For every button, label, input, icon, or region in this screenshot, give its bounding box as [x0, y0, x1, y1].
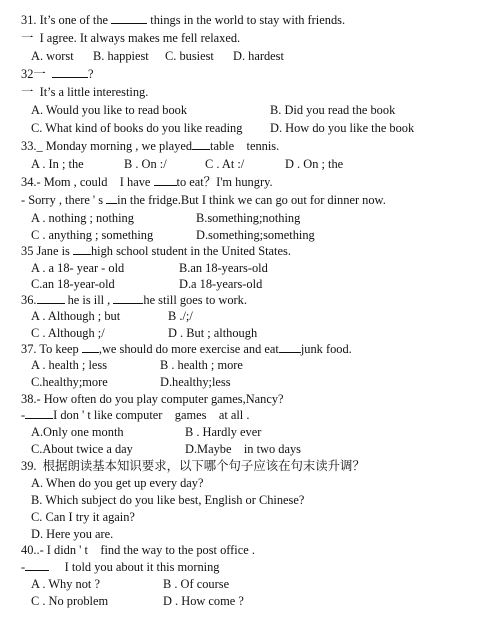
- q38-option-d[interactable]: D.Maybe in two days: [185, 442, 301, 456]
- q33-option-d[interactable]: D . On ; the: [285, 157, 344, 171]
- q37-option-c[interactable]: C.healthy;more: [31, 375, 108, 389]
- q33-option-c[interactable]: C . At :/: [205, 157, 245, 171]
- q38-option-a[interactable]: A.Only one month: [31, 425, 124, 439]
- q38-answer-blank[interactable]: [25, 407, 53, 419]
- q35-option-b[interactable]: B.an 18-years-old: [179, 261, 268, 275]
- q36-stem: [21, 292, 247, 308]
- q35-stem-start: 35 Jane is: [21, 244, 73, 258]
- q32-stem-start: 32一: [21, 67, 52, 81]
- q36-option-d[interactable]: D . But ; although: [168, 326, 258, 340]
- q34-option-c[interactable]: C . anything ; something: [31, 228, 154, 242]
- q37-stem-end: junk food.: [300, 342, 352, 356]
- q40-dialog-end: I told you about it this morning: [49, 560, 220, 574]
- q39-option-b[interactable]: B. Which subject do you like best, English or Chinese?: [31, 493, 305, 507]
- q36-stem-end: he still goes to work.: [143, 293, 247, 307]
- q40-dialog-start: -: [21, 560, 26, 574]
- q35-answer-blank[interactable]: [73, 243, 91, 255]
- q37-option-a[interactable]: A . health ; less: [31, 358, 108, 372]
- q37-answer-blank-1[interactable]: [82, 341, 99, 353]
- q32-answer-blank[interactable]: [52, 66, 88, 78]
- q38-stem: 38.- How often do you play computer games,Nancy?: [21, 392, 284, 406]
- q36-option-a[interactable]: A . Although ; but: [31, 309, 121, 323]
- q32-option-c[interactable]: C. What kind of books do you like reading: [31, 121, 243, 135]
- q31-option-c[interactable]: C. busiest: [165, 49, 214, 63]
- q31-dialog: 一 I agree. It always makes me fell relaxed.: [21, 31, 241, 45]
- q34-dialog-start: - Sorry , there ' s: [21, 193, 107, 207]
- q35-option-a[interactable]: A . a 18- year - old: [31, 261, 125, 275]
- q34-stem: [21, 174, 273, 190]
- q37-stem: [21, 341, 352, 357]
- q39-option-d[interactable]: D. Here you are.: [31, 527, 114, 541]
- q37-stem-start: 37. To keep: [21, 342, 82, 356]
- q36-answer-blank-2[interactable]: [113, 292, 143, 304]
- q33-stem-end: table tennis.: [210, 139, 280, 153]
- q35-stem-end: high school student in the United States.: [90, 244, 291, 258]
- q40-dialog: [21, 559, 220, 575]
- q34-dialog: [21, 192, 386, 208]
- q40-option-c[interactable]: C . No problem: [31, 594, 109, 608]
- q38-option-c[interactable]: C.About twice a day: [31, 442, 133, 456]
- q34-option-b[interactable]: B.something;nothing: [196, 211, 301, 225]
- q34-option-a[interactable]: A . nothing ; nothing: [31, 211, 134, 225]
- q31-option-d[interactable]: D. hardest: [233, 49, 284, 63]
- q34-option-d[interactable]: D.something;something: [196, 228, 315, 242]
- q32-option-b[interactable]: B. Did you read the book: [270, 103, 396, 117]
- q36-option-c[interactable]: C . Although ;/: [31, 326, 105, 340]
- q31-answer-blank[interactable]: [111, 12, 147, 24]
- q31-stem: [21, 12, 345, 28]
- q38-dialog-end: I don ' t like computer games at all .: [53, 408, 250, 422]
- q34-stem-start: 34.- Mom , could I have: [21, 175, 154, 189]
- q38-dialog-start: -: [21, 408, 26, 422]
- q37-option-d[interactable]: D.healthy;less: [160, 375, 231, 389]
- q39-stem: 39. 根据朗读基本知识要求，以下哪个句子应该在句末读升调？: [21, 459, 365, 473]
- q37-answer-blank-2[interactable]: [279, 341, 301, 353]
- q40-stem: 40..- I didn ' t find the way to the post office .: [21, 543, 255, 557]
- q36-stem-start: 36.: [21, 293, 37, 307]
- q31-stem-start: 31. It’s one of the: [21, 13, 112, 27]
- q39-option-a[interactable]: A. When do you get up every day?: [31, 476, 204, 490]
- q32-stem-end: ?: [87, 67, 94, 81]
- q38-option-b[interactable]: B . Hardly ever: [185, 425, 262, 439]
- q38-dialog: [21, 407, 249, 423]
- q33-stem-start: 33._ Monday morning , we played: [21, 139, 193, 153]
- q37-stem-middle: ,we should do more exercise and eat: [98, 342, 279, 356]
- q35-option-d[interactable]: D.a 18-years-old: [179, 277, 263, 291]
- q32-option-d[interactable]: D. How do you like the book: [270, 121, 415, 135]
- q40-answer-blank[interactable]: [25, 559, 49, 571]
- q34-dialog-end: in the fridge.But I think we can go out for dinner now.: [117, 193, 386, 207]
- q40-option-a[interactable]: A . Why not ?: [31, 577, 100, 591]
- q40-option-b[interactable]: B . Of course: [163, 577, 230, 591]
- q37-option-b[interactable]: B . health ; more: [160, 358, 243, 372]
- q33-answer-blank[interactable]: [192, 138, 210, 150]
- q33-option-b[interactable]: B . On :/: [124, 157, 167, 171]
- q33-option-a[interactable]: A . In ; the: [31, 157, 84, 171]
- q40-option-d[interactable]: D . How come ?: [163, 594, 244, 608]
- q32-stem: [21, 66, 93, 82]
- q34-stem-end: to eat？I'm hungry.: [176, 175, 273, 189]
- q33-stem: [21, 138, 279, 154]
- q34-answer-blank-1[interactable]: [154, 174, 177, 186]
- q35-stem: [21, 243, 291, 259]
- q36-stem-middle: he is ill ,: [64, 293, 114, 307]
- q39-option-c[interactable]: C. Can I try it again?: [31, 510, 135, 524]
- q31-option-a[interactable]: A. worst: [31, 49, 74, 63]
- q31-option-b[interactable]: B. happiest: [93, 49, 149, 63]
- q34-answer-blank-2[interactable]: [106, 192, 117, 204]
- q31-stem-end: things in the world to stay with friends.: [147, 13, 346, 27]
- q35-option-c[interactable]: C.an 18-year-old: [31, 277, 115, 291]
- q32-dialog: 一 It’s a little interesting.: [21, 85, 149, 99]
- q36-option-b[interactable]: B ./;/: [168, 309, 193, 323]
- q32-option-a[interactable]: A. Would you like to read book: [31, 103, 188, 117]
- q36-answer-blank-1[interactable]: [37, 292, 65, 304]
